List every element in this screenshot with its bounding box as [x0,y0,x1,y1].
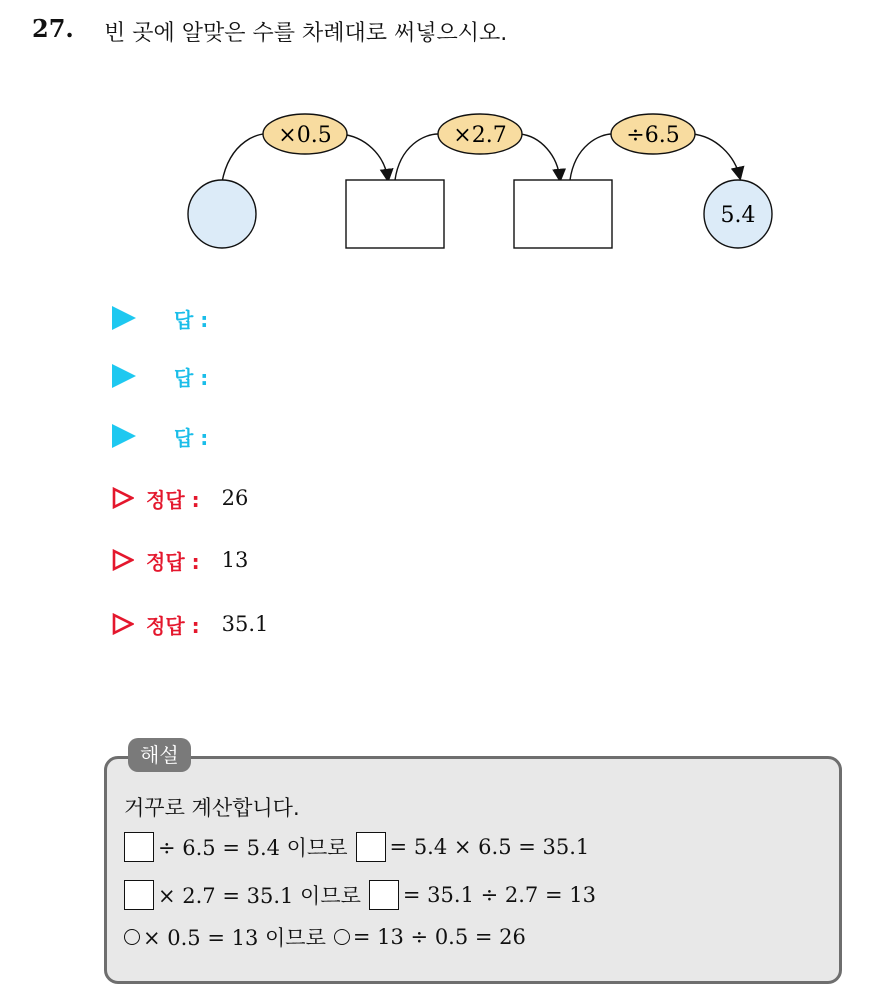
blank-square [124,832,154,862]
eq-left: × 0.5 = 13 이므로 [143,926,326,950]
play-icon [112,424,136,448]
op-label-1: ×0.5 [278,123,332,148]
eq-left: × 2.7 = 35.1 이므로 [158,884,361,908]
arrow-arc-1 [222,134,270,182]
correct-label: 정답 : [146,613,200,638]
answer-row-3 [112,418,208,454]
correct-value: 13 [221,548,249,572]
explanation-line-3 [124,922,526,952]
explanation-intro [124,792,300,822]
correct-label: 정답 : [146,487,200,512]
op-label-2: ×2.7 [453,123,507,148]
outline-triangle-icon [112,613,134,635]
explanation-line-1 [124,832,589,862]
blank-square [124,880,154,910]
correct-row-2 [112,542,248,578]
outline-triangle-icon [112,549,134,571]
answer-row-1 [112,300,208,336]
arrow-arc-3b [692,134,740,178]
correct-row-1 [112,480,248,516]
correct-value: 26 [221,486,249,510]
blank-square [356,832,386,862]
blank-box-1 [346,180,444,248]
eq-left: ÷ 6.5 = 5.4 이므로 [158,836,348,860]
explanation-tag: 해설 [128,738,191,772]
arrow-arc-2b [520,134,560,180]
question-number: 27. [32,14,74,43]
end-value: 5.4 [720,203,756,228]
op-label-3: ÷6.5 [626,123,680,148]
explanation-intro-text: 거꾸로 계산합니다. [124,796,300,820]
explanation-line-2 [124,880,596,910]
eq-right: = 13 ÷ 0.5 = 26 [352,925,526,949]
answer-row-2 [112,358,208,394]
answer-label: 답 : [174,425,209,450]
play-icon [112,306,136,330]
answer-label: 답 : [174,365,209,390]
correct-row-3 [112,606,268,642]
arrow-arc-2 [395,134,438,180]
answer-label: 답 : [174,307,209,332]
start-circle [188,180,256,248]
eq-right: = 35.1 ÷ 2.7 = 13 [402,883,596,907]
arrow-arc-1b [340,134,388,180]
blank-circle [334,929,350,945]
blank-circle [124,929,140,945]
arrow-arc-3 [570,134,612,180]
play-icon [112,364,136,388]
correct-value: 35.1 [221,612,269,636]
blank-square [369,880,399,910]
operation-diagram [180,100,780,260]
eq-right: = 5.4 × 6.5 = 35.1 [389,835,590,859]
blank-box-2 [514,180,612,248]
outline-triangle-icon [112,487,134,509]
correct-label: 정답 : [146,549,200,574]
question-text: 빈 곳에 알맞은 수를 차례대로 써넣으시오. [104,21,508,46]
